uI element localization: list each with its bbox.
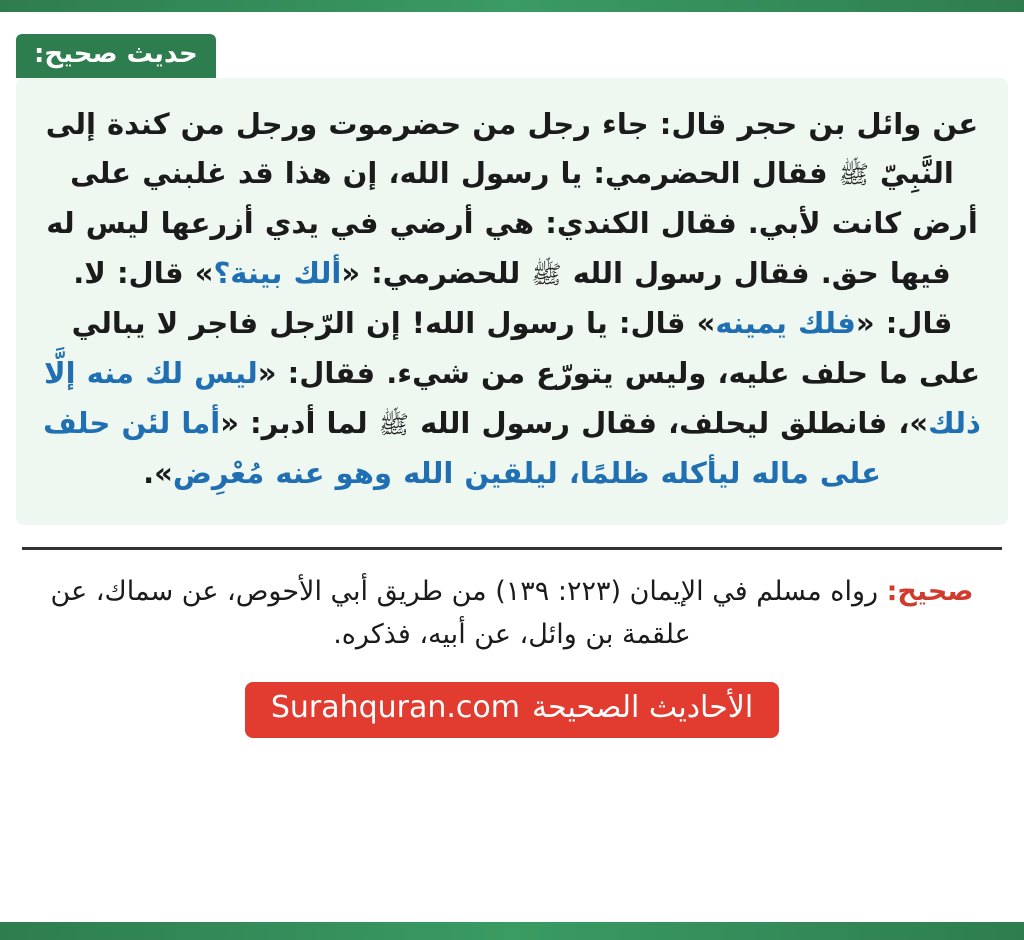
hadith-text-segment: » قال: يا رسول الله! إن الرّجل فاجر لا يبالي على ما حلف عليه، وليس يتورّع من شيء. فقال: « — [71, 306, 981, 390]
hadith-text-segment: »، فانطلق ليحلف، فقال رسول الله — [409, 405, 929, 440]
divider — [22, 547, 1002, 550]
top-decorative-bar — [0, 0, 1024, 12]
hadith-highlight-phrase: ليس لك منه إلَّا ذلك — [43, 355, 981, 440]
page-content — [0, 12, 1024, 922]
hadith-text-segment: عن وائل بن حجر قال: جاء رجل من حضرموت ورجل من كندة إلى النَّبِيّ — [45, 106, 979, 191]
brand-button[interactable] — [245, 682, 779, 738]
hadith-text-segment: لما أدبر: « — [220, 405, 379, 440]
hadith-highlight-phrase: ألك بينة؟ — [213, 256, 342, 291]
hadith-text — [42, 100, 982, 499]
brand-tagline: الأحاديث الصحيحة — [532, 689, 754, 725]
hadith-text-segment: للحضرمي: « — [341, 256, 532, 291]
hadith-body-card — [16, 78, 1008, 525]
source-reference — [16, 570, 1008, 656]
brand-site-url: Surahquran.com — [270, 689, 520, 725]
bottom-decorative-bar — [0, 922, 1024, 940]
salawat-symbol-icon: ﷺ — [378, 409, 409, 439]
source-text: رواه مسلم في الإيمان (٢٢٣: ١٣٩) من طريق أبي الأحوص، عن سماك، عن علقمة بن وائل، عن أبيه، فذكره. — [50, 575, 887, 650]
hadith-text-segment: فقال الحضرمي: يا رسول الله، إن هذا قد غلبني على أرض كانت لأبي. فقال الكندي: هي أرضي في يدي أزرعها ليس له فيها حق. فقال رسول الله — [46, 156, 978, 291]
hadith-highlight-phrase: أما لئن حلف على ماله ليأكله ظلمًا، ليلقين الله وهو عنه مُعْرِض — [43, 405, 881, 490]
source-label: صحيح: — [886, 575, 974, 607]
salawat-symbol-icon: ﷺ — [838, 160, 869, 190]
salawat-symbol-icon: ﷺ — [531, 260, 562, 290]
hadith-text-segment: » قال: لا. قال: « — [73, 256, 953, 341]
status-badge: حديث صحيح: — [16, 34, 216, 78]
hadith-highlight-phrase: فلك يمينه — [715, 306, 856, 341]
grade-row — [16, 34, 1008, 78]
hadith-text-segment: ». — [143, 455, 173, 490]
brand-row — [16, 682, 1008, 738]
